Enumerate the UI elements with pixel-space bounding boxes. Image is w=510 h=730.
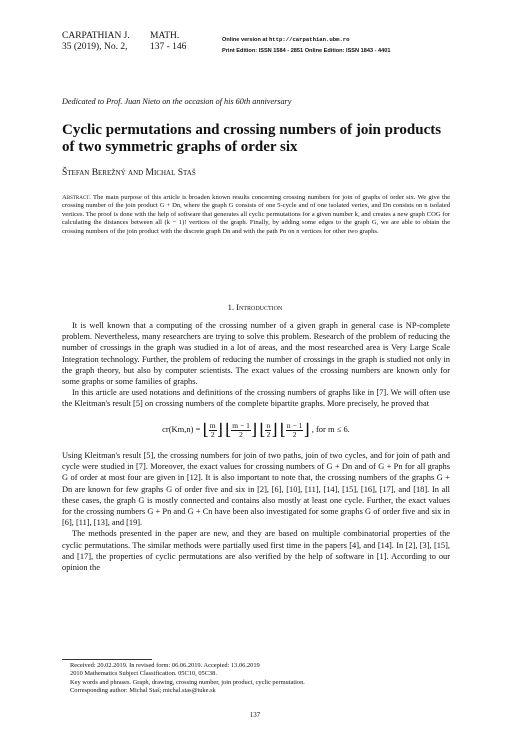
online-version: Online version at http://carpathian.ubm.ro bbox=[222, 36, 350, 43]
page-number: 137 bbox=[249, 711, 261, 719]
authors: Štefan Berežný and Michal Staš bbox=[62, 168, 196, 178]
frac3-num: n bbox=[266, 420, 271, 430]
formula-condition: , for m ≤ 6. bbox=[311, 423, 350, 434]
received-dates: Received: 20.02.2019. In revised form: 06.06.2019. Accepted: 13.06.2019 bbox=[70, 662, 260, 669]
journal-line-1: CARPATHIAN J. bbox=[62, 31, 130, 41]
paragraph-2: In this article are used notations and definitions of the crossing numbers of graphs like in [7]. We will often use the Kleitman's result [5] on crossing numbers of the complete bipartite graphs. More precisely, he proved that bbox=[62, 388, 450, 409]
formula-lhs: cr(Km,n) = bbox=[162, 423, 201, 434]
abstract bbox=[62, 194, 450, 236]
frac4-den: 2 bbox=[292, 429, 297, 439]
journal-name bbox=[62, 31, 142, 53]
section-heading: 1. Introduction bbox=[227, 302, 283, 312]
msc-classification: 2010 Mathematics Subject Classification. 05C10, 05C38. bbox=[70, 670, 217, 678]
keywords: Key words and phrases. Graph, drawing, crossing number, join product, cyclic permutation. bbox=[70, 678, 305, 686]
subject-line-1: MATH. bbox=[150, 31, 180, 41]
frac2-num: m − 1 bbox=[232, 420, 250, 430]
footnotes bbox=[70, 662, 450, 695]
abstract-label: Abstract. bbox=[62, 194, 91, 201]
paper-title: Cyclic permutations and crossing numbers of join products of two symmetric graphs of order six bbox=[62, 122, 442, 155]
body-text-continued bbox=[62, 450, 450, 573]
paragraph-1: It is well known that a computing of the crossing number of a given graph in general case is NP-complete problem. Nevertheless, many researchers are trying to solve this problem. Research of the problem of reducing the number of crossings in the graph was studied in a lot of areas, and the most researched area is Very Large Scale Integration technology. Further, the problem of reducing the number of crossings in the graph is studied not only in the graph theory, but also by computer scientists. The exact values of the crossing numbers are known only for some graphs or some families of graphs. bbox=[62, 321, 450, 387]
journal-line-2: 35 (2019), No. 2, bbox=[62, 42, 128, 52]
frac3-den: 2 bbox=[266, 429, 271, 439]
frac2-den: 2 bbox=[239, 429, 243, 439]
frac4-num: n − 1 bbox=[286, 420, 303, 430]
frac1-den: 2 bbox=[210, 429, 215, 439]
paragraph-4: The methods presented in the paper are new, and they are based on multiple combinatorial properties of the cyclic permutations. The similar methods were partially used first time in the papers [4], and [14]. In [2], [3], [15], and [17], the properties of cyclic permutations are also verified by the help of software in [1]. According to our opinion the bbox=[62, 529, 450, 573]
body-text-intro bbox=[62, 320, 450, 410]
page-range: 137 - 146 bbox=[150, 42, 187, 52]
online-url-link[interactable]: http://carpathian.ubm.ro bbox=[268, 36, 350, 43]
kleitman-formula: cr(Km,n) = ⌊ $\frac{m}{2}$ ⌋ ⌊ $\frac{m - 1}{2}$ ⌋ ⌊ $\frac{n}{2}$ ⌋ ⌊ $\frac{n - 1}{2}$ ⌋ , for m ≤ 6. bbox=[162, 420, 350, 439]
corresponding-author: Corresponding author: Michal Staš; michal.stas@tuke.sk bbox=[70, 686, 216, 694]
abstract-text: The main purpose of this article is broaden known results concerning crossing numbers for join of graphs of order six. We give the crossing number of the join product G + Dn, where the graph G consists of one 5-cycle and of one isolated vertex, and Dn consists on n isolated vertices. The proof is done with the help of software that generates all cyclic permutations for a given number k, and creates a new graph COG for calculating the distances between all (k − 1)! vertices of the graph. Finally, by adding some edges to the graph G, we are able to obtain the crossing numbers of the join product with the discrete graph Dn and with the path Pn on n vertices for other two graphs. bbox=[62, 194, 451, 235]
online-info bbox=[222, 34, 462, 57]
dedication: Dedicated to Prof. Juan Nieto on the occasion of his 60th anniversary bbox=[62, 97, 292, 106]
frac1-num: m bbox=[209, 420, 216, 430]
paragraph-3: Using Kleitman's result [5], the crossing numbers for join of two paths, join of two cycles, and for join of path and cycle were studied in [7]. Moreover, the exact values for crossing numbers of G + Dn and of G + Pn for all graphs G of order at most four are given in [12]. It is also important to note that, the crossing numbers of the graphs G + Dn are known for few graphs G of order five and six in [2], [6], [10], [11], [14], [15], [16], [17], and [18]. In all these cases, the graph G is mostly connected and contains also mostly at least one cycle. Further, the exact values for the crossing numbers G + Pn and G + Cn have been also investigated for some graphs G of order five and six in [6], [11], [13], and [19]. bbox=[62, 451, 450, 528]
footnote-divider bbox=[62, 659, 152, 660]
journal-subject bbox=[150, 31, 210, 53]
issn-line: Print Edition: ISSN 1584 - 2851 Online Edition: ISSN 1843 - 4401 bbox=[222, 48, 391, 54]
